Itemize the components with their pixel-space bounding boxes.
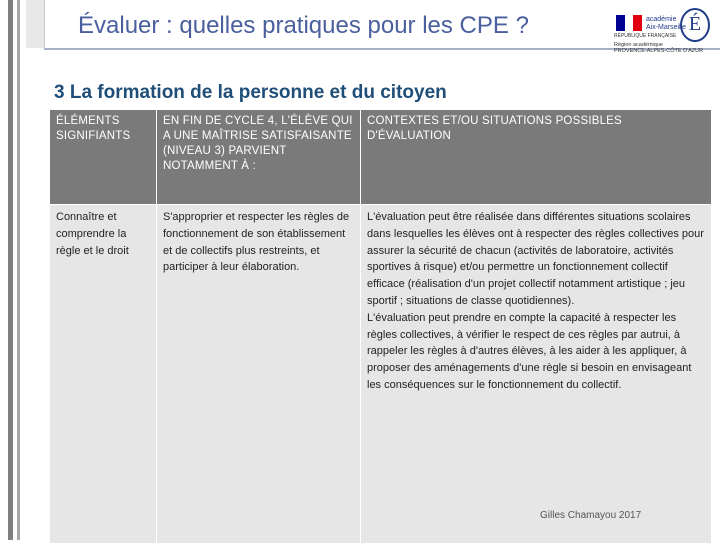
table-header-row [50,110,712,205]
academy-line-1: académie [646,16,677,23]
academy-logo [612,6,712,58]
academy-line-2: Aix-Marseille [646,24,687,31]
republic-label: RÉPUBLIQUE FRANÇAISE [614,33,677,39]
evaluation-table [49,109,712,544]
decorative-block [26,0,45,48]
education-emblem-icon: É [680,8,710,42]
region-label [614,42,703,54]
slide-title: Évaluer : quelles pratiques pour les CPE ? [78,12,529,39]
header-elements: ÉLÉMENTS SIGNIFIANTS [50,110,157,205]
evaluation-paragraph-1: L'évaluation peut être réalisée dans différentes situations scolaires dans lesquelles les élèves ont à respecter des règles collectives pour assurer la sécurité de chacun (activités de laboratoire, activités sportives à risque) et/ou permettre un fonctionnement collectif efficace (réalisation d'un projet collectif notamment artistique ; jeu sportif ; situations de classe quotidiennes). [367,211,704,307]
header-competence: EN FIN DE CYCLE 4, L'ÉLÈVE QUI A UNE MAÎTRISE SATISFAISANTE (NIVEAU 3) PARVIENT NOTAMMENT À : [157,110,361,205]
french-flag-icon [616,15,642,31]
table-row [50,205,712,544]
author-footer: Gilles Chamayou 2017 [540,510,642,521]
cell-evaluation [361,205,712,544]
region-line-1: Région académique [614,42,663,48]
decorative-bar-inner [17,0,20,540]
decorative-bar-left [8,0,13,540]
cell-competence: S'approprier et respecter les règles de fonctionnement de son établissement et de collectifs plus restreints, et participer à leur élaboration. [157,205,361,544]
evaluation-paragraph-2: L'évaluation peut prendre en compte la capacité à respecter les règles collectives, à vérifier le respect de ces règles par autrui, à rappeler les règles à d'autres élèves, à les aider à les appliquer, à proposer des aménagements d'une règle si besoin en envisageant les conséquences sur le fonctionnement du collectif. [367,311,692,391]
region-line-2: PROVENCE-ALPES-CÔTE D'AZUR [614,48,704,54]
section-heading: 3 La formation de la personne et du citoyen [54,82,447,103]
header-evaluation: CONTEXTES ET/OU SITUATIONS POSSIBLES D'ÉVALUATION [361,110,712,205]
cell-element: Connaître et comprendre la règle et le droit [50,205,157,544]
